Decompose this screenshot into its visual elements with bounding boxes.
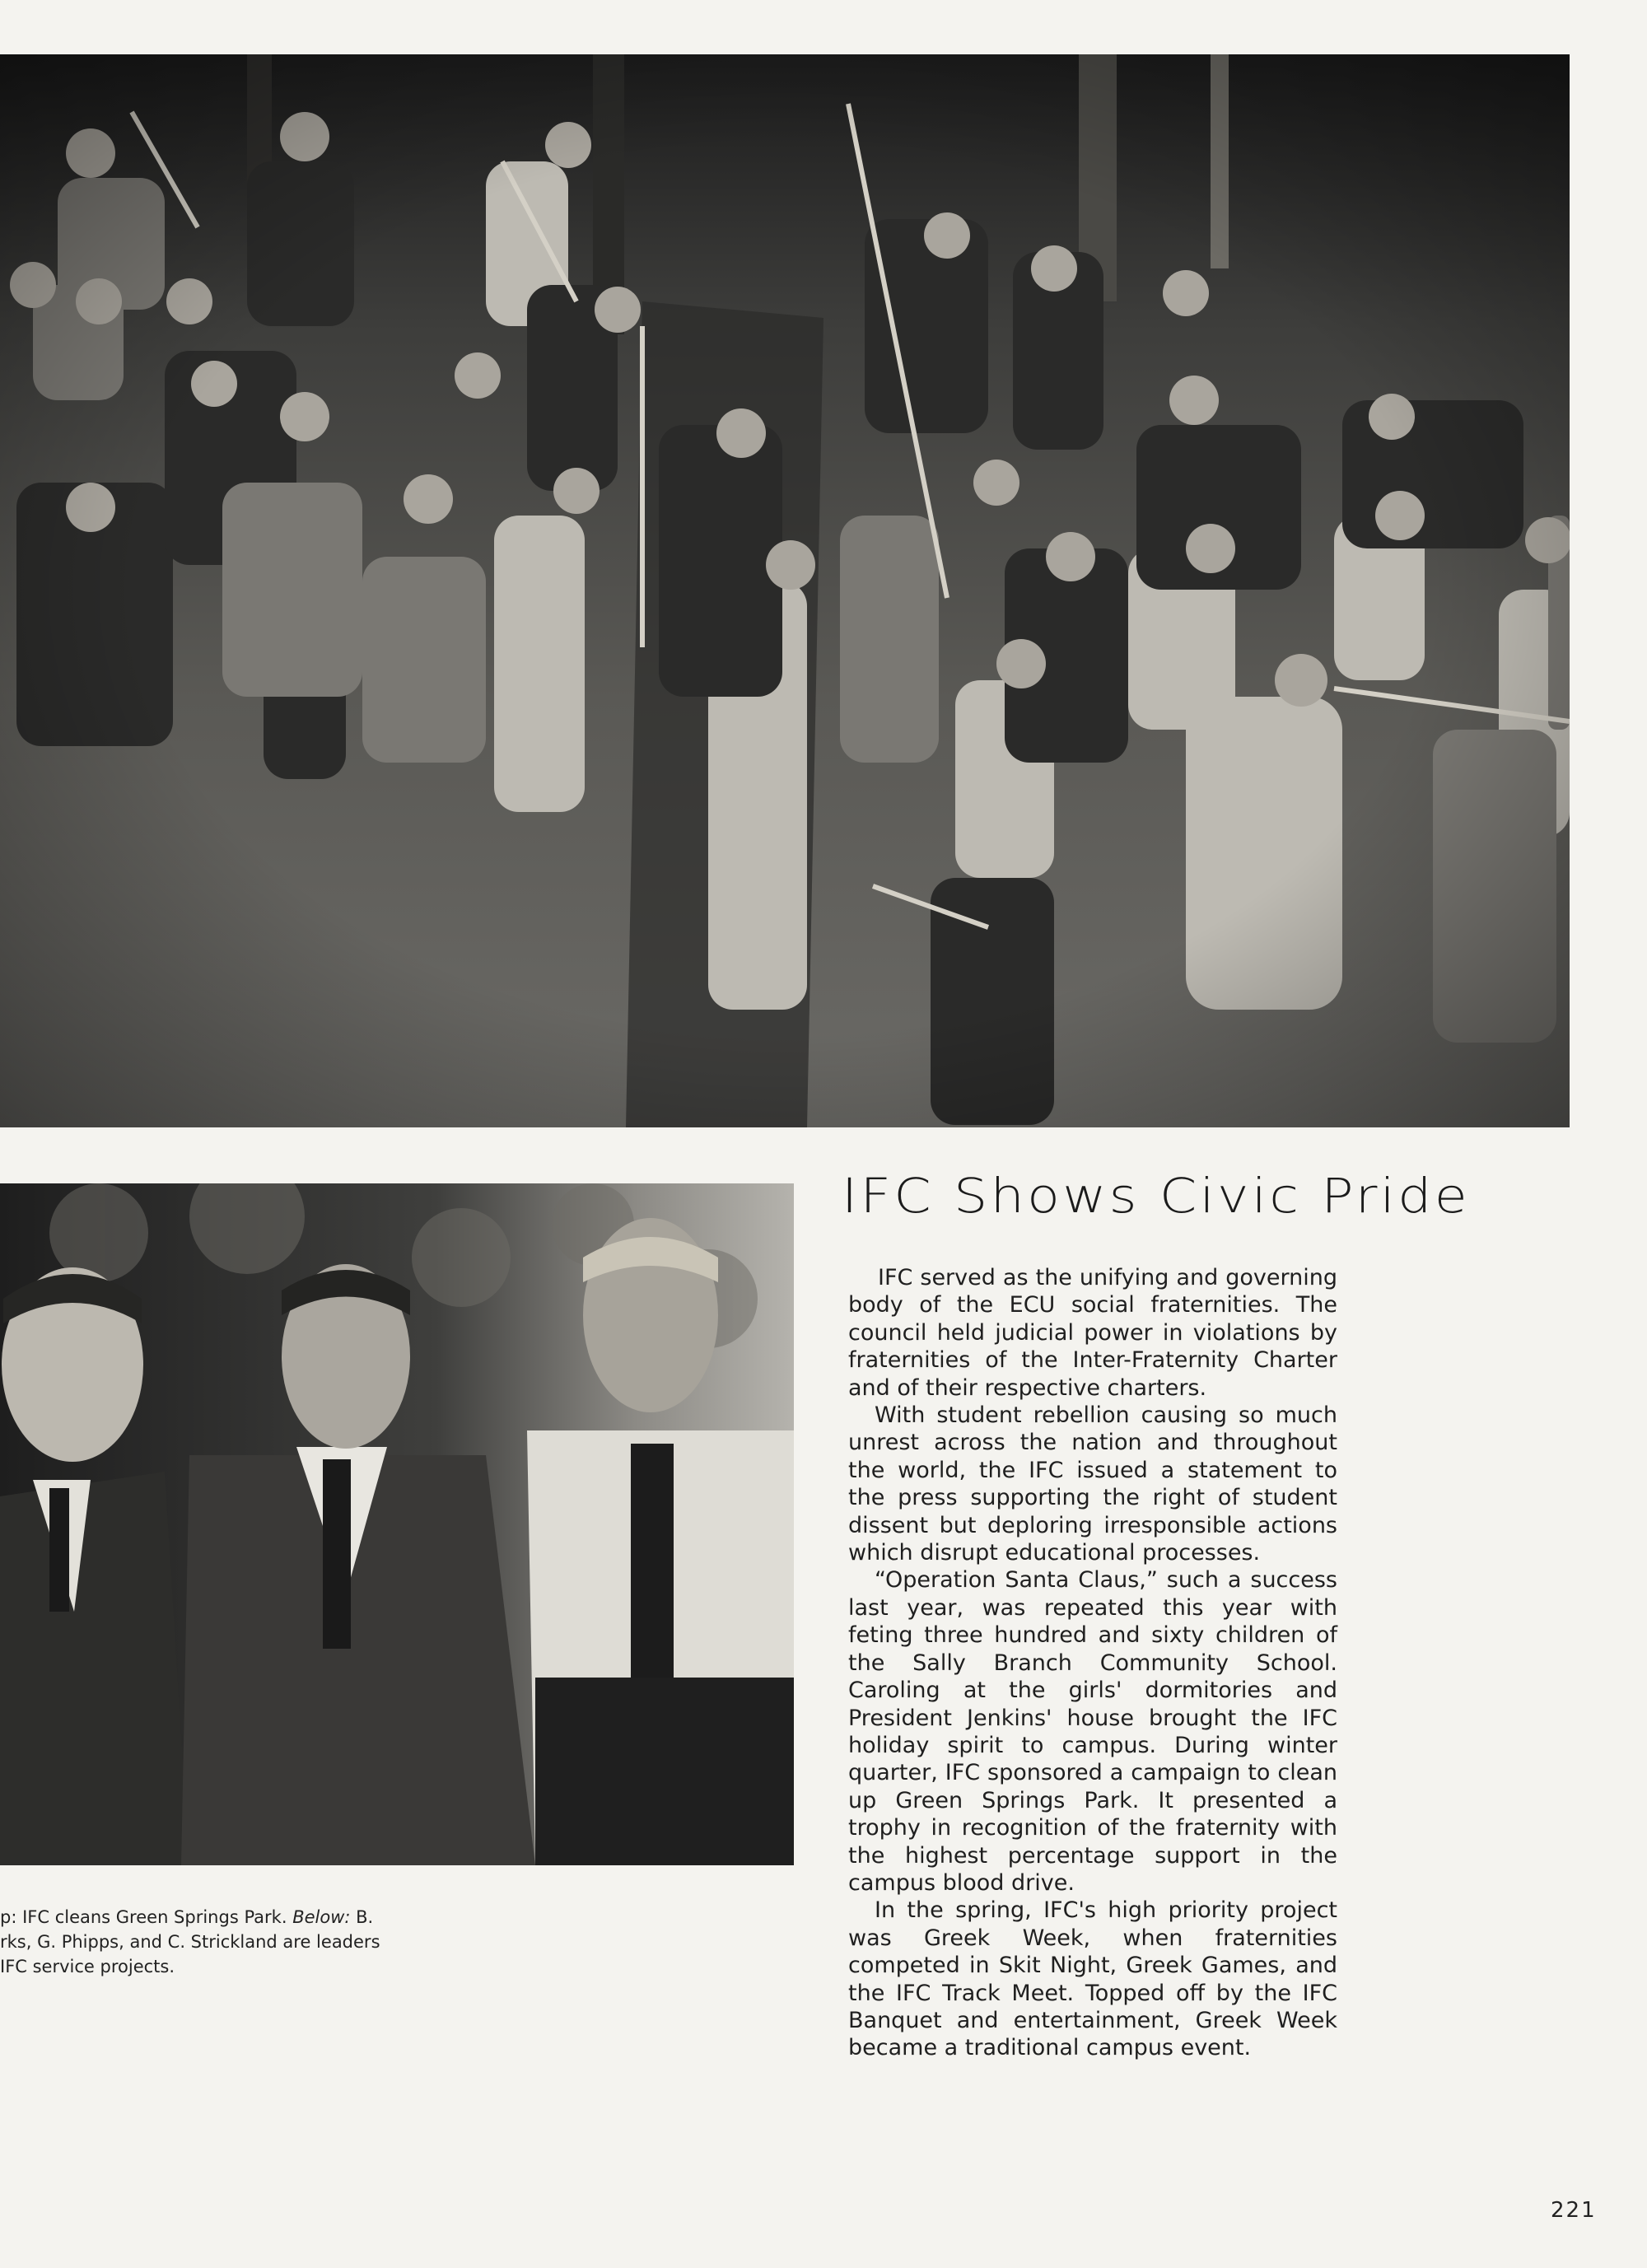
caption-line-1-prefix: p: IFC cleans Green Springs Park. <box>0 1907 287 1927</box>
article-body <box>848 1264 1337 2062</box>
top-photo-image <box>0 54 1570 1127</box>
caption-line-1-suffix: B. <box>356 1907 374 1927</box>
caption-below-label: Below: <box>292 1907 351 1927</box>
page-number: 221 <box>1551 2198 1597 2223</box>
article-paragraph-3: “Operation Santa Claus,” such a success last year, was repeated this year with feting three hundred and sixty children of the Sally Branch Community School. Caroling at the girls' dormitories and President Jenkins' house brought the IFC holiday spirit to campus. During winter quarter, IFC sponsored a campaign to clean up Green Springs Park. It presented a trophy in recognition of the fraternity with the highest percentage support in the campus blood drive. <box>848 1567 1337 1896</box>
bottom-photo-image <box>0 1183 794 1865</box>
caption-line-3: IFC service projects. <box>0 1957 175 1976</box>
article-paragraph-4: In the spring, IFC's high priority project was Greek Week, when fraternities competed in Skit Night, Greek Games, and the IFC Track Meet. Topped off by the IFC Banquet and entertainment, Greek Week became a traditional campus event. <box>848 1897 1337 2061</box>
bottom-photo <box>0 1183 794 1865</box>
article-paragraph-1: IFC served as the unifying and governing body of the ECU social fraternities. The council held judicial power in violations by fraternities of the Inter-Fraternity Charter and of their respective charters. <box>848 1265 1337 1401</box>
caption-line-2: rks, G. Phipps, and C. Strickland are leaders <box>0 1932 380 1952</box>
photo-caption <box>0 1905 461 1979</box>
article-headline: IFC Shows Civic Pride <box>842 1168 1471 1224</box>
top-photo <box>0 54 1570 1127</box>
article-paragraph-2: With student rebellion causing so much unrest across the nation and throughout the world, the IFC issued a statement to the press supporting the right of student dissent but deploring irresponsible actions which disrupt educational processes. <box>848 1402 1337 1566</box>
caption-line-1 <box>0 1905 461 1930</box>
